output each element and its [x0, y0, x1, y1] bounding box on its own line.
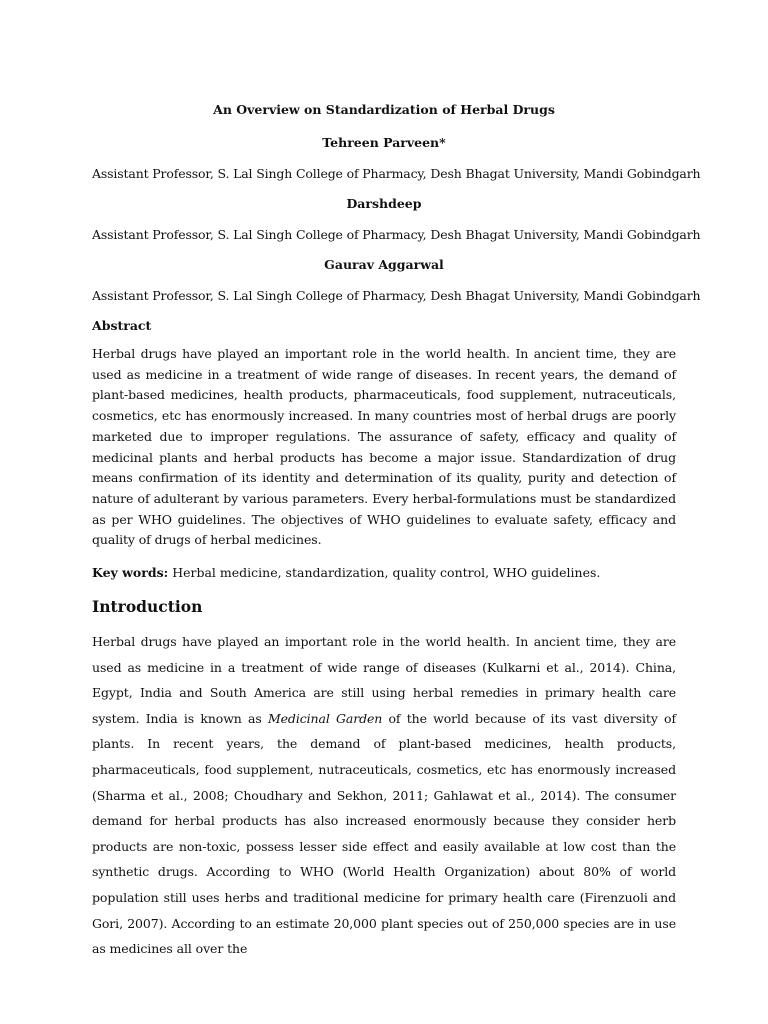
author-name: Darshdeep — [346, 196, 422, 211]
keywords — [92, 563, 676, 583]
abstract-heading: Abstract — [92, 318, 152, 333]
introduction-text — [92, 629, 676, 962]
author-name: Gaurav Aggarwal — [324, 257, 444, 272]
keywords-text: Herbal medicine, standardization, quality control, WHO guidelines. — [168, 565, 601, 581]
abstract-text: Herbal drugs have played an important role in the world health. In ancient time, they are used as medicine in a treatment of wide range of diseases. In recent years, the demand of plant-based medicines, health products, pharmaceuticals, food supplement, nutraceuticals, cosmetics, etc has enormously increased. In many countries most of herbal drugs are poorly marketed due to improper regulations. The assurance of safety, efficacy and quality of medicinal plants and herbal products has become a major issue. Standardization of drug means confirmation of its identity and determination of its quality, purity and detection of nature of adulterant by various parameters. Every herbal-formulations must be standardized as per WHO guidelines. The objectives of WHO guidelines to evaluate safety, efficacy and quality of drugs of herbal medicines. — [92, 346, 676, 548]
intro-italic-term: Medicinal Garden — [267, 710, 383, 726]
introduction-heading: Introduction — [92, 597, 203, 617]
paper-page — [92, 100, 701, 962]
author-affiliation: Assistant Professor, S. Lal Singh College of Pharmacy, Desh Bhagat University, Mandi Gobindgarh — [92, 166, 701, 181]
paper-title: An Overview on Standardization of Herbal Drugs — [213, 102, 555, 117]
keywords-label: Key words: — [92, 565, 169, 581]
author-affiliation: Assistant Professor, S. Lal Singh College of Pharmacy, Desh Bhagat University, Mandi Gobindgarh — [92, 227, 701, 242]
author-name: Tehreen Parveen* — [322, 135, 446, 150]
author-affiliation: Assistant Professor, S. Lal Singh College of Pharmacy, Desh Bhagat University, Mandi Gobindgarh — [92, 288, 701, 303]
intro-text-part2: of the world because of its vast diversity of plants. In recent years, the demand of plant-based medicines, health products, pharmaceuticals, food supplement, nutraceuticals, cosmetics, etc has enormously increased (Sharma et al., 2008; Choudhary and Sekhon, 2011; Gahlawat et al., 2014). The consumer demand for herbal products has also increased enormously because they consider herb products are non-toxic, possess lesser side effect and easily available at low cost than the synthetic drugs. According to WHO (World Health Organization) about 80% of world population still uses herbs and traditional medicine for primary health care (Firenzuoli and Gori, 2007). According to an estimate 20,000 plant species out of 250,000 species are in use as medicines all over the — [92, 710, 676, 957]
intro-text-part1: Herbal drugs have played an important role in the world health. In ancient time, they are used as medicine in a treatment of wide range of diseases (Kulkarni et al., 2014). China, Egypt, India and South America are still using herbal remedies in primary health care system. India is known as — [92, 634, 676, 726]
